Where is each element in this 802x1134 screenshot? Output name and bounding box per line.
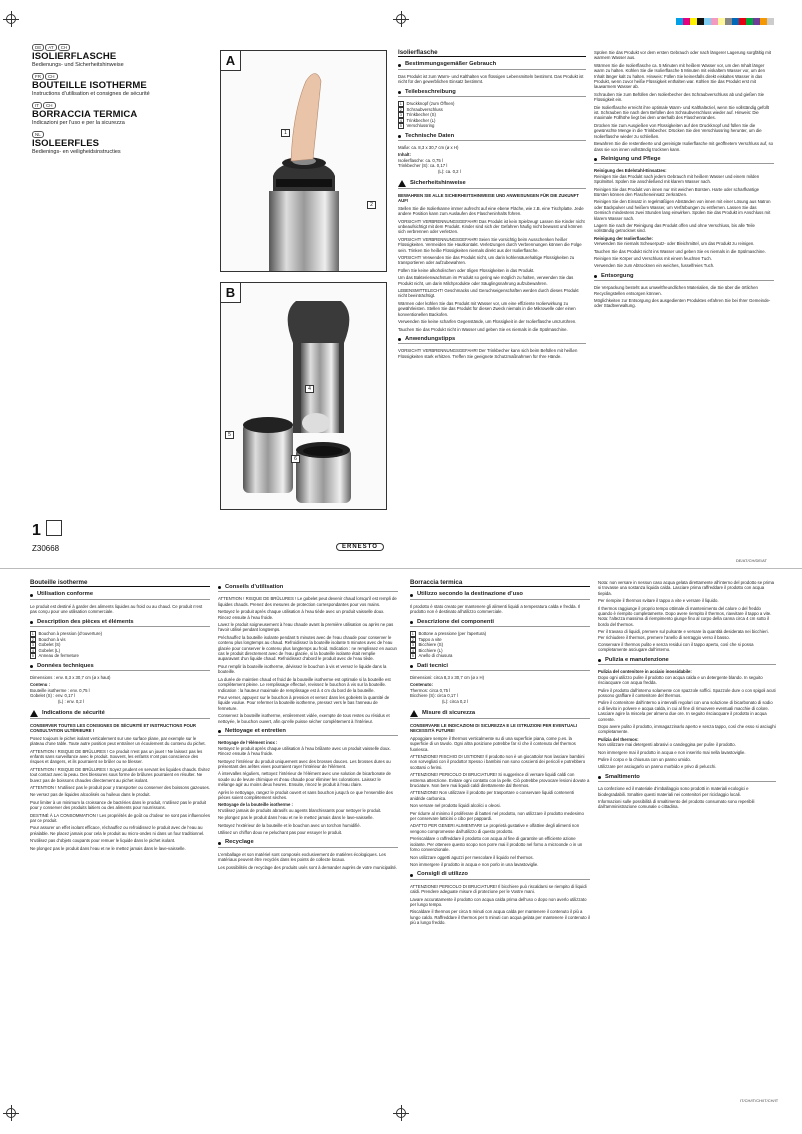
product-title-de: ISOLIERFLASCHE bbox=[32, 51, 117, 62]
it-column-right: Nota: non versare in nessun caso acqua gelata direttamente all’interno del prodotto se prima si trovasse una sostanza liquida calda. Lasciare prima raffreddare il prodotto con acqua tiepida. Per riempire il thermos svitare il tappo a vite e versare il liquido. Il thermos raggiunge il proprio tempo ottimale di mantenimento del calore o del freddo quando è riempito completamente. Dopo avere riempito il thermos, riavvitare il tappo a vite. Nota: l’altezza massima di riempimento giunge fino al corpo della canna circa 4 cm sotto il bordo del thermos. Per il travaso di liquidi, premere sul pulsante e versare la quantità desiderata nei bicchieri. Per richiudere il thermos, premere l’anello di serraggio verso il basso. Conservare il thermos pulito e senza residui con il tappo aperto, così che si possa completamente asciugare dall’interno. Pulizia e manutenzione Pulizia del contenitore in acciaio inossidabile: Dopo ogni utilizzo pulire il prodotto con acqua calda e un detergente blando. In seguito risciacquare con acqua fredda. Pulire il prodotto dall’interno solamente con spazzole soffici. Spazzole dure o con spigoli acuti possono graffiare il contenitore del thermos. Pulire il contenitore dall’interno a intervalli regolari con una soluzione di bicarbonato di sodio o di lievito in polvere e acqua calda, in cui al fine di rimuovere eventuali macchie di colore. Lasciare agire la miscela per almeno due ore. In seguito risciacquare il prodotto in acqua corrente. Dopo avere pulito il prodotto, immagazzinarlo aperto e senza tappo, così che esso si asciughi completamente. Pulizia del thermos: Non utilizzare mai detergenti abrasivi o candeggina per pulire il prodotto. Non immergere mai il prodotto in acqua e non inserirlo mai nella lavastoviglie. Pulire il corpo e la chiusura con un panno umido. Utilizzare per asciugarlo un panno morbido e privo di pelucchi. Smaltimento La confezione ed il materiale d’imballaggio sono prodotti in materiali ecologici e biodegradabili. Smaltire questi materiali nei contenitori per riciclaggio locali. Informazioni sulle possibilità di smaltimento del prodotto consumato sono reperibili dall’amministrazione comunale o cittadina. bbox=[598, 580, 776, 810]
registration-mark bbox=[396, 14, 406, 24]
color-swatch bbox=[683, 18, 690, 25]
product-subtitle-fr: Instructions d’utilisation et consignes de sécurité bbox=[32, 91, 150, 97]
color-swatch bbox=[760, 18, 767, 25]
product-subtitle-de: Bedienungs- und Sicherheitshinweise bbox=[32, 62, 124, 68]
product-subtitle-nl: Bedienings- en veiligheidsinstructies bbox=[32, 149, 121, 155]
heading-tips: Anwendungstipps bbox=[398, 337, 586, 344]
color-swatch bbox=[767, 18, 774, 25]
color-swatch bbox=[739, 18, 746, 25]
figure-a bbox=[220, 50, 387, 272]
fr-column-left: Bouteille isotherme Utilisation conforme Le produit est destiné à garder des aliments liquides au froid ou au chaud. Ce produit n’est pas conçu pour une utilisation commerciale. Description des pièces et éléments 1 Bouchon à pression (d’ouverture) 2 Bouchon à vis 3 Gobelet (S) 4 Gobelet (L) 5 Anneau de fermeture Données techniques Dimensions : env. 8,3 x 30,7 cm (ø x haut) Contenu : Bouteille isotherme : env. 0,75 l Gobelet (S) : env. 0,17 l (L) : env. 0,2 l Indications de sécurité CONSERVER TOUTES LES CONSIGNES DE SÉCURITÉ ET INSTRUCTIONS POUR CONSULTATION ULTÉRIEURE ! Posez toujours le pichet isolant verticalement sur une surface plane, par exemple sur le plateau d’une table. Toute autre position peut entraîner un écoulement du contenu du pichet. ATTENTION ! RISQUE DE BRÛLURES ! Ce produit n’est pas un jouet ! Ne laissez pas les enfants sans surveillance avec le produit. Souvent, les enfants n’ont pas conscience des risques et dangers, et ils pourraient se brûler ou se blesser. ATTENTION ! RISQUE DE BRÛLURES ! Soyez prudent en servant les liquides chauds. Évitez tout contact avec la peau. Des blessures sous forme de brûlures pourraient en résulter. Ne buvez pas de boissons chaudes directement au pichet isolant. ATTENTION ! N’utilisez pas le produit pour y transporter ou conserver des boissons gazeuses. Ne versez pas de liquides alcoolisés ou huileux dans le produit. Pour limiter à un minimum la croissance de bactéries dans le produit, n’utilisez pas le produit pour y conserver des produits laitiers ou des aliments pour nourrissons. DESTINÉ À LA CONSOMMATION ! Les propriétés de goût ou d’odeur ne sont pas influencées par ce produit. Pour assurer un effet isolant efficace, réchauffez ou refroidissez le produit avec de l’eau au préalable. Ne placez jamais pour cela le produit au micro-ondes ni dans un four traditionnel. N’utilisez pas d’objets coupants pour remuer le liquide dans le pichet isolant. Ne plongez pas le produit dans l’eau et ne le mettez jamais dans le lave-vaisselle. bbox=[30, 579, 210, 851]
color-swatch bbox=[676, 18, 683, 25]
callout-5: 5 bbox=[225, 431, 234, 439]
de-column-right: Spülen Sie das Produkt vor dem ersten Gebrauch oder nach längerer Lagerung sorgfältig mit warmem Wasser aus. Wärmen Sie die Isolierflasche ca. 5 Minuten mit heißem Wasser vor, um den Inhalt länger warm zu halten. Kühlen Sie die Isolierflasche 5 Minuten mit eiskaltem Wasser vor, um den Inhalt länger kalt zu halten. Hinweis: Füllen Sie keinesfalls direkt eiskaltes Wasser in das Produkt, wenn zuvor heiße Flüssigkeit enthalten war. Kühlen Sie das Produkt erst mit lauwarmem Wasser ab. Schrauben Sie zum Befüllen den Isolierbecher des Schraubverschluss ab und gießen Sie Flüssigkeit ein. Die Isolierflasche erreicht ihre optimale Warm- und Kalthalteziel, wenn Sie vollständig gefüllt ist. Schrauben Sie nach dem Befüllen den Schraubverschluss wieder auf. Hinweis: Die maximale Füllhöhe liegt bei dem unterhalb des Flaschenrandes. Drücken Sie zum Ausgießen von Flüssigkeiten auf den Druckknopf und füllen Sie die gewünschte Menge in die Trinkbecher. Drücken Sie den Verschlussring herunter, um die Isolierflasche wieder zu schließen. Bewahren Sie die restentleerte und gereinigte Isolierflasche mit geöffnetem Verschluss auf, so dass sie von innen vollständig trocknen kann. Reinigung und Pflege Reinigung des Edelstahl-Einsatzes: Reinigen Sie das Produkt nach jedem Gebrauch mit heißem Wasser und einem milden Spülmittel. Spülen Sie anschließend mit klarem Wasser nach. Reinigen Sie das Produkt von innen nur mit weichen Bürsten. Harte oder scharfkantige Bürsten können den Flascheneinsatz zerkratzen. Reinigen Sie den Einsatz in regelmäßigen Abständen von innen mit einer Lösung aus Natron oder Backpulver und heißem Wasser, um Verfärbungen zu entfernen. Lassen Sie das Gemisch mindestens zwei Stunden lang einwirken. Spülen Sie das Produkt im Anschluss mit klarem Wasser nach. Lagern Sie nach der Reinigung das Produkt offen und ohne Verschluss, bis alle Teile vollständig getrocknet sind. Reinigung der Isolierflasche: Verwenden Sie niemals Scheuerputz- oder Bleichmittel, um das Produkt zu reinigen. Tauchen Sie das Produkt nicht ins Wasser und geben Sie es niemals in die Spülmaschine. Reinigen Sie Körper und Verschluss mit einem feuchten Tuch. Verwenden Sie zum Abtrocknen ein weiches, fusselfreies Tuch. Entsorgung Die Verpackung besteht aus umweltfreundlichen Materialien, die Sie über die örtlichen Recyclingstellen entsorgen können. Möglichkeiten zur Entsorgung des ausgedienten Produktes erfahren Sie bei Ihrer Gemeinde- oder Stadtverwaltung. bbox=[594, 50, 774, 309]
heading-use: Bestimmungsgemäßer Gebrauch bbox=[398, 62, 586, 69]
figure-label: B bbox=[221, 283, 241, 303]
heading-care: Reinigung und Pflege bbox=[594, 157, 774, 164]
bottle-with-cups-illustration bbox=[221, 283, 387, 510]
product-title-it: BORRACCIA TERMICA bbox=[32, 109, 138, 120]
language-tags: NL bbox=[32, 131, 210, 138]
heading-disposal: Entsorgung bbox=[594, 274, 774, 281]
section-title: Borraccia termica bbox=[410, 580, 590, 587]
article-number: Z30668 bbox=[32, 544, 60, 553]
color-swatch bbox=[711, 18, 718, 25]
parts-list: 1 Bottone a pressione (per l’apertura) 2 Tappo a vite 3 Bicchiere (S) 4 Bicchiere (L) 5 Anello di chiusura bbox=[411, 631, 487, 659]
figure-b bbox=[220, 282, 387, 510]
color-swatch bbox=[753, 18, 760, 25]
color-swatch bbox=[725, 18, 732, 25]
figure-label: A bbox=[221, 51, 241, 71]
page-code: DE/AT/CH/DE/AT bbox=[736, 558, 767, 563]
product-subtitle-it: Indicazioni per l'uso e per la sicurezza bbox=[32, 120, 125, 126]
callout-4: 4 bbox=[305, 385, 314, 393]
bottle-illustration bbox=[221, 51, 387, 272]
language-tags: DE AT CH bbox=[32, 44, 210, 51]
page-number-box bbox=[46, 520, 62, 536]
fr-column-right: Conseils d’utilisation ATTENTION ! RISQUE DE BRÛLURES ! Le gobelet peut devenir chaud lorsqu’il est rempli de liquides chauds. Prenez des mesures de protection correspondantes pour vos mains. Nettoyez le produit après chaque utilisation à l’eau tiède avec un produit vaisselle doux. Rincez ensuite à l’eau froide. Lavez le produit soigneusement à l’eau chaude avant la première utilisation ou après ne pas l’avoir utilisé pendant longtemps. Préchauffez la bouteille isolante pendant 5 minutes avec de l’eau chaude pour conserver le contenu plus longtemps au chaud. Refroidissez la bouteille isolante 5 minutes avec de l’eau glacée pour conserver le contenu plus longtemps au froid. Indication : ne remplissez en aucun cas le produit directement avec de l’eau glacée, si la bouteille isolante était remplie auparavant d’un liquide chaud. Refroidissez d’abord le produit avec de l’eau tiède. Pour remplir la bouteille isotherme, dévissez le bouchon à vis et versez le liquide dans la bouteille. La durée de maintien chaud et froid de la bouteille isotherme est optimale si la bouteille est complètement pleine. Le remplissage effectué, revissez le bouchon à vis sur la bouteille. Indication : la hauteur maximale de remplissage est à 4 cm du bord de la bouteille. Pour verser, appuyez sur le bouchon à pression et versez dans les gobelets la quantité de liquide voulue. Pour refermer la bouteille isotherme, pressez vers le bas l’anneau de fermeture. Conservez la bouteille isotherme, entièrement vidée, exempte de tous restes ou résidus et nettoyée, le bouchon ouvert, afin qu’elle puisse sécher complètement à l’intérieur. Nettoyage et entretien Nettoyage de l’élément inox : Nettoyez le produit après chaque utilisation à l’eau brûlante avec un produit vaisselle doux. Rincez ensuite à l’eau froide. Nettoyez l’intérieur du produit uniquement avec des brosses douces. Les brosses dures ou présentant des arêtes vives pourraient rayer l’intérieur de l’élément. À intervalles réguliers, nettoyez l’intérieur de l’élément avec une solution de bicarbonate de soude ou de levure chimique et d’eau chaude pour éliminer les colorations. Laissez le mélange agir au moins deux heures. Ensuite, rincez le produit à l’eau claire. Après le nettoyage, rangez le produit ouvert et sans bouchon jusqu’à ce que l’ensemble des pièces soient complètement sèches. Nettoyage de la bouteille isotherme : N’utilisez jamais de produits abrasifs ou agents blanchissants pour nettoyer le produit. Ne plongez pas le produit dans l’eau et ne le mettez jamais dans le lave-vaisselle. Nettoyez l’extérieur de la bouteille et le bouchon avec un torchon humidifié. Utilisez un chiffon doux ne peluchant pas pour essuyer le produit. Recyclage L’emballage et son matériel sont composés exclusivement de matières écologiques. Les matériaux peuvent être recyclés dans les points de collecte locaux. Les possibilités de recyclage des produits usés sont à demander auprès de votre municipalité. bbox=[218, 584, 398, 870]
heading-safety: Sicherheitshinweise bbox=[398, 180, 586, 189]
cover-block bbox=[32, 44, 210, 155]
fold-line bbox=[0, 568, 802, 569]
brand-logo: ERNESTO bbox=[336, 543, 384, 551]
color-calibration-bar bbox=[676, 18, 774, 25]
color-swatch bbox=[732, 18, 739, 25]
color-swatch bbox=[704, 18, 711, 25]
parts-list: 1 Druckknopf (zum Öffnen) 2 Schraubverschluss 3 Trinkbecher (S) 4 Trinkbecher (L) 5 Verschlussring bbox=[399, 101, 455, 129]
page-number: 1 bbox=[32, 522, 41, 539]
language-tags: FR CH bbox=[32, 73, 210, 80]
callout-6: 6 bbox=[291, 455, 300, 463]
product-title-nl: ISOLEERFLES bbox=[32, 138, 100, 149]
section-title: Bouteille isotherme bbox=[30, 580, 210, 587]
parts-list: 1 Bouchon à pression (d’ouverture) 2 Bouchon à vis 3 Gobelet (S) 4 Gobelet (L) 5 Anneau de fermeture bbox=[31, 631, 103, 659]
registration-mark bbox=[396, 1108, 406, 1118]
color-swatch bbox=[718, 18, 725, 25]
warning-icon bbox=[398, 180, 406, 187]
color-swatch bbox=[697, 18, 704, 25]
product-title-fr: BOUTEILLE ISOTHERME bbox=[32, 80, 147, 91]
warning-icon bbox=[30, 710, 38, 717]
warning-icon bbox=[410, 710, 418, 717]
de-column-left: Isolierflasche Bestimmungsgemäßer Gebrauch Das Produkt ist zum Warm- und Kalthalten von flüssigen Lebensmitteln bestimmt. Das Produkt ist nicht für den gewerblichen Einsatz bestimmt. Teilebeschreibung 1 Druckknopf (zum Öffnen) 2 Schraubverschluss 3 Trinkbecher (S) 4 Trinkbecher (L) 5 Verschlussring Technische Daten Maße: ca. 8,3 x 30,7 cm (ø x H) Inhalt: Isolierflasche: ca. 0,75 l Trinkbecher (S): ca. 0,17 l (L): ca. 0,2 l Sicherheitshinweise BEWAHREN SIE ALLE SICHERHEITSHINWEISE UND ANWEISUNGEN FÜR DIE ZUKUNFT AUF! Stellen Sie die Isolierkanne immer aufrecht auf eine ebene Fläche, wie z.B. eine Tischplatte. Jede andere Position kann zum Auslaufen des Flascheninhalts führen. VORSICHT! VERBRENNUNGSGEFAHR! Das Produkt ist kein Spielzeug! Lassen Sie Kinder nicht unbeaufsichtigt mit dem Produkt. Kinder sind sich der Gefahren häufig nicht bewusst und können sich verbrennen oder verletzen. VORSICHT! VERBRENNUNGSGEFAHR! Seien Sie vorsichtig beim Ausschenken heißer Flüssigkeiten. Vermeiden Sie Hautkontakt. Verletzungen durch Verbrennungen können die Folge sein. Trinken Sie heiße Flüssigkeiten niemals direkt aus der Isolierflasche. VORSICHT! Verwenden Sie das Produkt nicht, um darin kohlensäurehaltige Flüssigkeiten zu transportieren oder aufzubewahren. Füllen Sie keine alkoholischen oder öligen Flüssigkeiten in das Produkt. Um das Bakterienwachstum im Produkt so gering wie möglich zu halten, verwenden Sie das Produkt nicht, um darin Milchprodukte oder Säuglingsnahrung aufzubewahren. LEBENSMITTELECHT! Geschmacks und Geruchseigenschaften werden durch dieses Produkt nicht beeinträchtigt. Wärmen oder kühlen Sie das Produkt mit Wasser vor, um eine effiziente Isolierwirkung zu gewährleisten. Stellen Sie das Produkt für diesen Zweck niemals in die Mikrowelle oder einen konventionellen Backofen. Verwenden Sie keine scharfen Gegenstände, um Flüssigkeit in der Isolierflasche umzurühren. Tauchen Sie das Produkt nicht in Wasser und geben Sie es niemals in die Spülmaschine. Anwendungstipps VORSICHT! VERBRENNUNGSGEFAHR! Der Trinkbecher kann sich beim Befüllen mit heißen Flüssigkeiten stark erhitzen. Treffen Sie geeignete Schutzmaßnahmen für Ihre Hände. bbox=[398, 49, 585, 359]
color-swatch bbox=[690, 18, 697, 25]
heading-tech-data: Technische Daten bbox=[398, 134, 586, 141]
registration-mark bbox=[6, 1108, 16, 1118]
callout-2: 2 bbox=[367, 201, 376, 209]
language-tags: IT CH bbox=[32, 102, 210, 109]
page-code: IT/CH/IT/CH/IT/CH/IT bbox=[740, 1098, 779, 1103]
heading-parts: Teilebeschreibung bbox=[398, 90, 586, 97]
section-title: Isolierflasche bbox=[398, 50, 586, 57]
registration-mark bbox=[6, 14, 16, 24]
color-swatch bbox=[746, 18, 753, 25]
it-column-left: Borraccia termica Utilizzo secondo la destinazione d’uso Il prodotto è stato creato per mantenere gli alimenti liquidi a temperatura calda e fredda. Il prodotto non è destinato all’utilizzo commerciale. Descrizione dei componenti 1 Bottone a pressione (per l’apertura) 2 Tappo a vite 3 Bicchiere (S) 4 Bicchiere (L) 5 Anello di chiusura Dati tecnici Dimensioni: circa 8,3 x 30,7 cm (ø x H) Contenuto: Thermos: circa 0,75 l Bicchiere (S): circa 0,17 l (L): circa 0,2 l Misure di sicurezza CONSERVARE LE INDICAZIONI DI SICUREZZA E LE ISTRUZIONI PER EVENTUALI NECESSITÀ FUTURE! Appoggiare sempre il thermos verticalmente su di una superficie piana, come p.es. la superficie di un tavolo. Ogni altra posizione potrebbe far sì che il contenuto del thermos fuoriesca. ATTENZIONE! RISCHIO DI USTIONE! Il prodotto non è un giocattolo! Non lasciare bambini non sorvegliati con il prodotto! Spesso i bambini non sono coscienti dei pericoli e potrebbero scottarsi o ferirsi. ATTENZIONE! PERICOLO DI BRUCIATURE! Si suggerisce di versare liquidi caldi con estrema attenzione. Evitare ogni contatto con la pelle. Ciò potrebbe provocare lesioni dovute a bruciature. Non bere mai liquidi caldi direttamente dal thermos. ATTENZIONE! Non utilizzare il prodotto per trasportare o conservare liquidi contenenti anidride carbonica. Non versare nel prodotto liquidi alcolici o oleosi. Per ridurre al minimo il proliferare di batteri nel prodotto, non utilizzare il prodotto medesimo per conservare latticini o cibo per pappardi. ADATTO PER GENERI ALIMENTARI! Le proprietà gustative e olfattive degli alimenti non vengono compromesse dall’utilizzo di questo prodotto. Preriscaldare o raffreddare il prodotto con acqua al fine di garantire un efficiente azione isolante. Per ottenere questo scopo non porre mai il prodotto nel forno a microonde o in un forno convenzionale. Non utilizzare oggetti aguzzi per mescolare il liquido nel thermos. Non immergere il prodotto in acqua e non porlo in una lavastoviglie. Consigli di utilizzo ATTENZIONE! PERICOLO DI BRUCIATURE! Il bicchiere può riscaldarsi se riempito di liquidi caldi. Prendere adeguate misure di protezione per le Vostre mani. Lavare accuratamente il prodotto con acqua calda prima dell’uso o dopo non averlo utilizzato per lungo tempo. Riscaldare il thermos per circa 5 minuti con acqua calda per mantenere il contenuto il più a lungo caldo. Raffreddare il thermos per 5 minuti con acqua gelata per mantenere il contenuto il più a lungo freddo. bbox=[410, 579, 590, 926]
callout-1: 1 bbox=[281, 129, 290, 137]
